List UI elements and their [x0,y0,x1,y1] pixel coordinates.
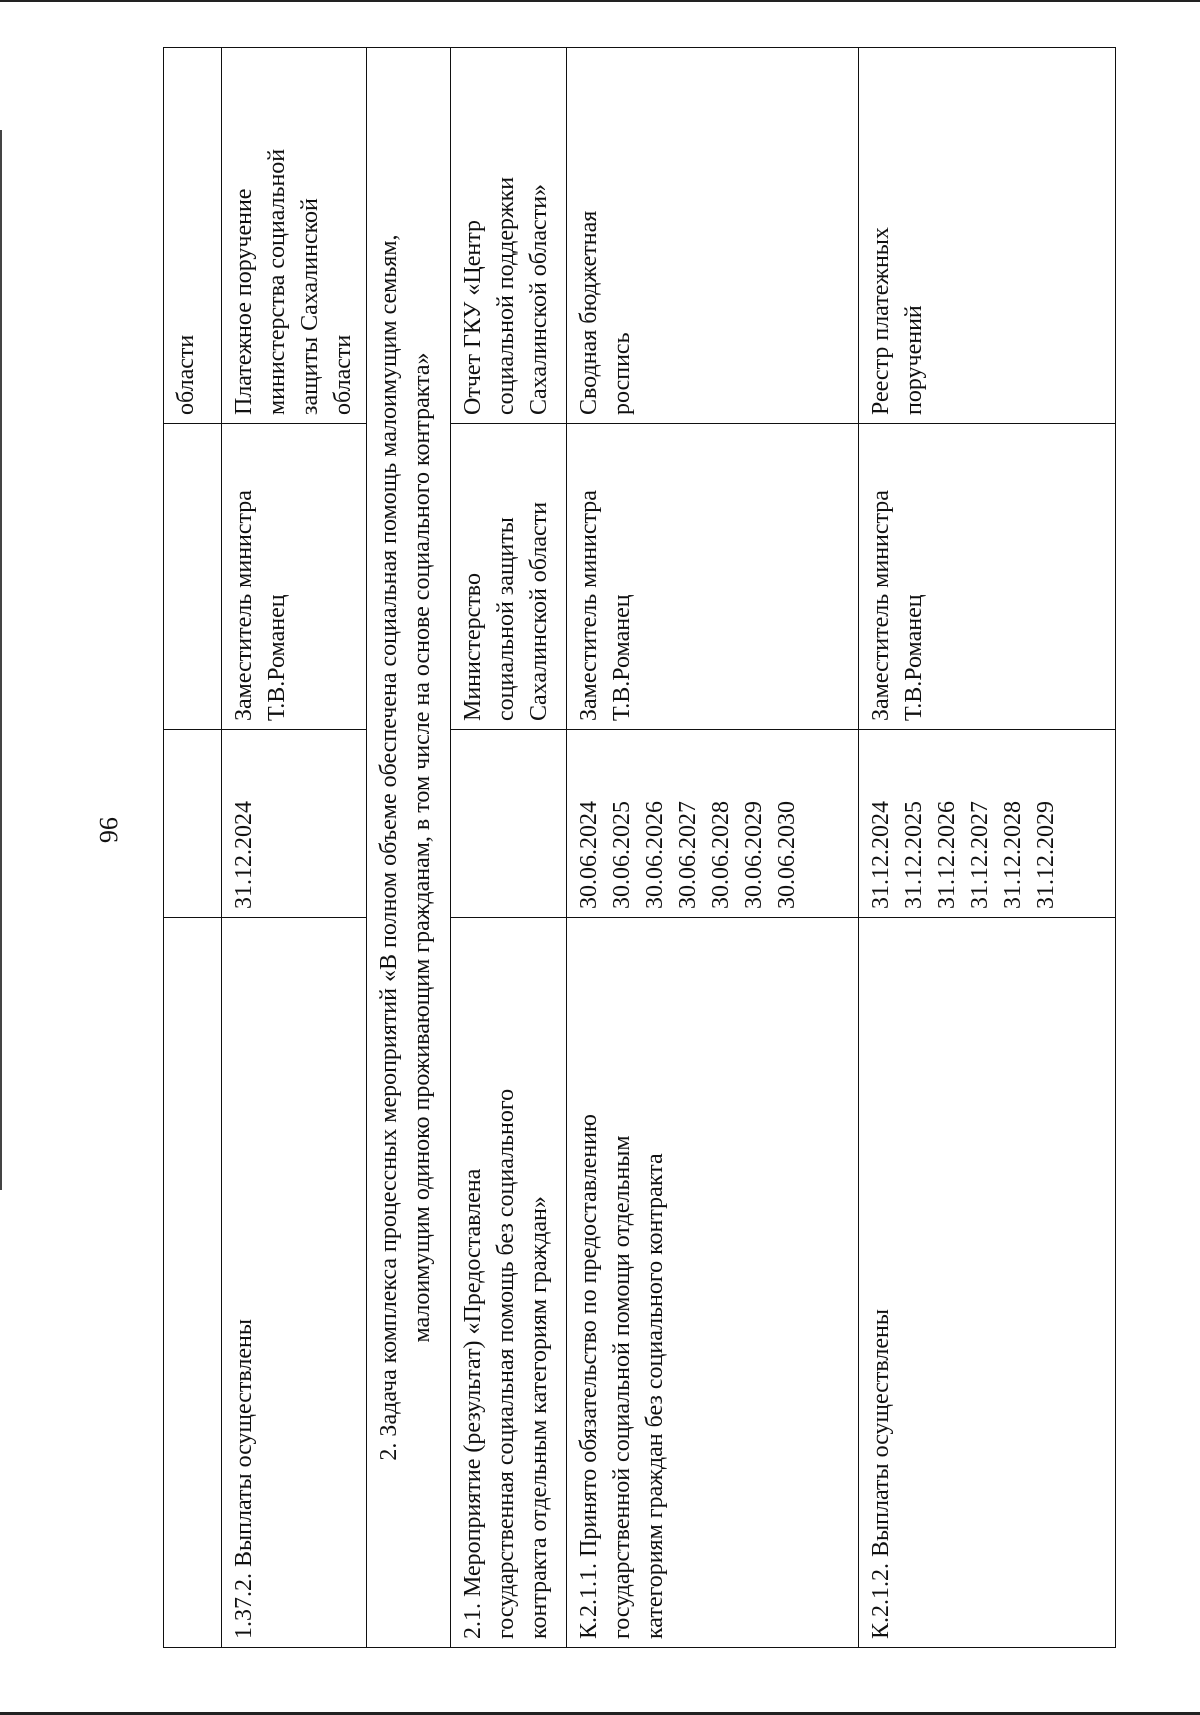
date-value: 31.12.2024 [868,801,894,909]
table-cell [164,730,222,918]
event-name-line: К.2.1.2. Выплаты осуществлены [868,1308,894,1639]
date-value: 30.06.2029 [741,801,767,909]
document-line: роспись [609,332,635,415]
document-cell [567,48,859,424]
date-value: 30.06.2030 [774,801,800,909]
table-row-2-1 [451,48,567,1648]
document-line: министерства социальной [264,148,290,415]
document-line: социальной поддержки [493,176,519,415]
responsible-line: Заместитель министра [868,490,894,721]
task-line: 2. Задача комплекса процессных мероприятий «В полном объеме обеспечена социальная помощь малоимущим семьям, [376,234,402,1461]
document-line: поручений [901,305,927,415]
table-row-k-2-1-2 [859,48,1116,1648]
document-line: области [330,334,356,415]
date-cell [451,730,567,918]
document-line: Реестр платежных [868,227,894,415]
document-line: Сахалинской области» [526,183,552,415]
responsible-line: Заместитель министра [576,490,602,721]
document-cell [859,48,1116,424]
responsible-line: Заместитель министра [231,490,257,721]
date-value: 31.12.2026 [934,801,960,909]
date-cell [859,730,1116,918]
document-line: Платежное поручение [231,188,257,415]
date-value: 31.12.2027 [967,801,993,909]
event-name-line: контракта отдельным категориям граждан» [526,1196,552,1639]
page-number: 96 [94,817,123,843]
scan-edge-left [0,130,2,1190]
date-cell [567,730,859,918]
date-value: 31.12.2028 [1000,801,1026,909]
event-name-line: государственная социальная помощь без социального [493,1088,519,1639]
plan-table [163,47,1116,1648]
responsible-line: Сахалинской области [526,501,552,721]
task-cell [367,48,451,1648]
table-cell [164,424,222,730]
event-name-line: 2.1. Мероприятие (результат) «Предоставлена [460,1168,486,1639]
document-cell [222,48,367,424]
document-line: Отчет ГКУ «Центр [460,219,486,415]
date-value: 30.06.2028 [708,801,734,909]
event-name-line: К.2.1.1. Принято обязательство по предоставлению [576,1114,602,1639]
responsible-cell [222,424,367,730]
date-cell [222,730,367,918]
date-value: 30.06.2026 [642,801,668,909]
event-name-cell [451,918,567,1648]
responsible-cell [451,424,567,730]
responsible-cell [859,424,1116,730]
table-cell: области [164,48,222,424]
event-name-cell: 1.37.2. Выплаты осуществлены [222,918,367,1648]
table-row-top [164,48,222,1648]
responsible-line: Т.В.Романец [901,594,927,721]
document-line: защиты Сахалинской [297,198,323,415]
responsible-line: социальной защиты [493,517,519,721]
scan-edge-top [0,0,1200,2]
date-value: 31.12.2024 [231,801,257,909]
event-name-line: категориям граждан без социального контракта [642,1153,668,1639]
date-value: 30.06.2027 [675,801,701,909]
task-row [367,48,451,1648]
rotated-table-container [163,48,1093,1648]
event-name-cell [859,918,1116,1648]
responsible-line: Т.В.Романец [609,594,635,721]
responsible-line: Т.В.Романец [264,594,290,721]
date-value: 30.06.2024 [576,801,602,909]
responsible-cell [567,424,859,730]
date-value: 31.12.2029 [1033,801,1059,909]
document-cell [451,48,567,424]
task-line: малоимущим одиноко проживающим гражданам, в том числе на основе социального контракта» [409,352,435,1343]
table-row-k-2-1-1 [567,48,859,1648]
event-name-line: государственной социальной помощи отдельным [609,1135,635,1639]
event-name-cell [567,918,859,1648]
date-value: 30.06.2025 [609,801,635,909]
table-row-1-37-2 [222,48,367,1648]
responsible-line: Министерство [460,573,486,721]
document-line: Сводная бюджетная [576,210,602,415]
date-value: 31.12.2025 [901,801,927,909]
table-cell [164,918,222,1648]
